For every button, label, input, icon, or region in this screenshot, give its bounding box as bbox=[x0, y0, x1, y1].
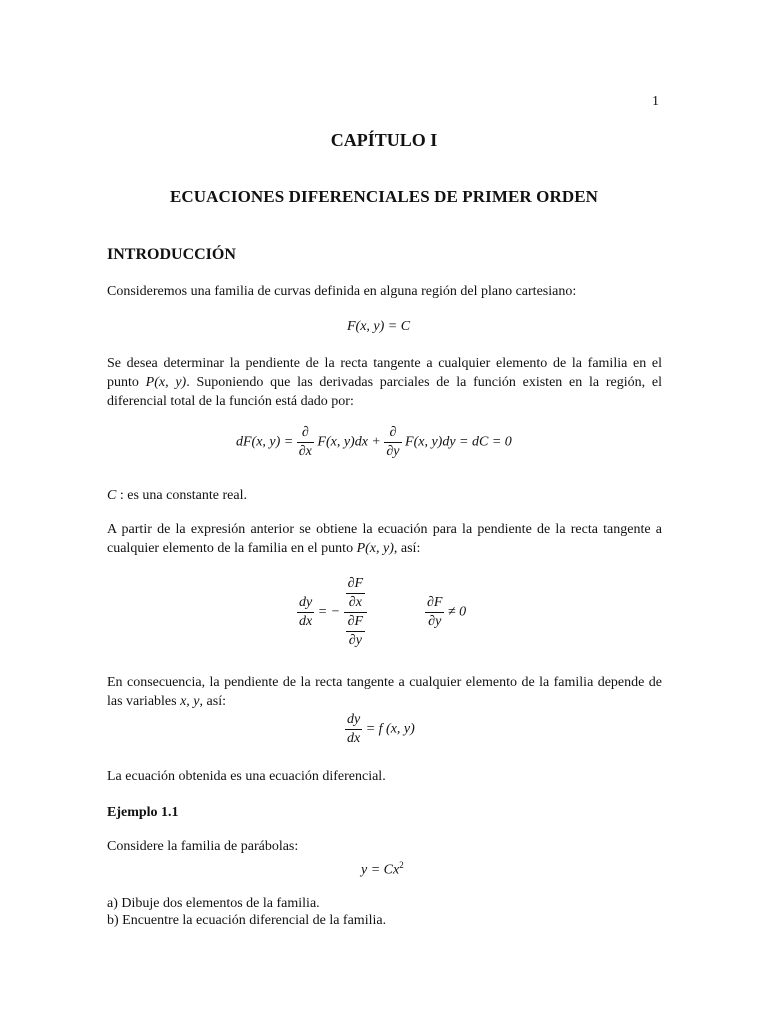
example-intro: Considere la familia de parábolas: bbox=[107, 839, 299, 854]
nonzero-condition bbox=[425, 594, 466, 631]
numerator-fraction bbox=[344, 575, 367, 613]
tangent-paragraph-line2-start: el punto bbox=[107, 356, 663, 390]
eq-total-lhs: dF(x, y) = bbox=[236, 434, 297, 450]
task-b: b) Encuentre la ecuación diferencial de la familia. bbox=[107, 913, 387, 928]
partial-y: ∂y bbox=[348, 633, 362, 648]
condition-fraction bbox=[425, 594, 444, 631]
eq-total-term2: F(x, y)dy = dC = 0 bbox=[405, 434, 512, 450]
slope-equation bbox=[297, 575, 367, 650]
family-equation: F(x, y) = C bbox=[347, 319, 411, 334]
denominator-fraction bbox=[344, 613, 367, 650]
dx: dx bbox=[347, 731, 361, 746]
point-symbol: P(x, y) bbox=[356, 541, 394, 556]
condition-relation: ≠ 0 bbox=[447, 604, 467, 620]
dy-dx-fraction bbox=[345, 711, 362, 748]
dy-dx-fraction bbox=[297, 594, 314, 631]
partial-y-fraction bbox=[384, 424, 401, 461]
tangent-paragraph bbox=[107, 354, 662, 411]
dx: dx bbox=[299, 614, 313, 629]
constant-symbol: C bbox=[107, 488, 117, 503]
partial-symbol: ∂ bbox=[384, 424, 401, 443]
condition-numerator: ∂F bbox=[425, 594, 444, 613]
consequence-paragraph bbox=[107, 673, 662, 711]
partial-F: ∂F bbox=[346, 575, 365, 594]
total-differential-equation bbox=[236, 424, 512, 461]
chapter-title: ECUACIONES DIFERENCIALES DE PRIMER ORDEN bbox=[169, 187, 599, 206]
constant-note-text: : es una constante real. bbox=[116, 488, 247, 503]
condition-denominator: ∂y bbox=[428, 614, 442, 629]
tangent-paragraph-line3: el diferencial total de la función está dado por: bbox=[107, 375, 663, 409]
dy: dy bbox=[297, 594, 314, 613]
point-symbol: P(x, y) bbox=[145, 375, 187, 390]
partial-y: ∂y bbox=[386, 444, 400, 459]
partial-x-fraction bbox=[297, 424, 314, 461]
equals-minus: = − bbox=[317, 604, 341, 620]
chapter-heading: CAPÍTULO I bbox=[330, 130, 438, 150]
partial-F-partial-x bbox=[346, 575, 365, 612]
f-equation bbox=[345, 711, 415, 748]
partial-F: ∂F bbox=[346, 613, 365, 632]
conclusion-paragraph: La ecuación obtenida es una ecuación diferencial. bbox=[107, 769, 386, 784]
page-number: 1 bbox=[652, 94, 659, 109]
partial-x: ∂x bbox=[348, 595, 362, 610]
dy: dy bbox=[345, 711, 362, 730]
compound-fraction bbox=[344, 575, 367, 650]
tangent-paragraph-line2-end: . Suponiendo que las derivadas parciales de la función existen en la región, bbox=[186, 375, 646, 390]
consequence-paragraph-line2-end: , así: bbox=[199, 694, 226, 709]
partial-x: ∂x bbox=[298, 444, 312, 459]
slope-paragraph-line1: A partir de la expresión anterior se obtiene la ecuación para la pendiente de la recta bbox=[107, 522, 598, 537]
consequence-paragraph-line1: En consecuencia, la pendiente de la recta tangente a cualquier elemento de la familia bbox=[107, 675, 594, 690]
slope-paragraph-line2-end: , así: bbox=[393, 541, 421, 556]
parabola-exponent: 2 bbox=[399, 860, 404, 870]
section-heading: INTRODUCCIÓN bbox=[107, 246, 236, 263]
partial-symbol: ∂ bbox=[297, 424, 314, 443]
partial-F-partial-y bbox=[346, 613, 365, 650]
variables-symbol: x, y bbox=[180, 694, 200, 709]
tangent-paragraph-line1: Se desea determinar la pendiente de la recta tangente a cualquier elemento de la familia en bbox=[107, 356, 647, 371]
slope-paragraph-line2-start: tangente a cualquier elemento de la familia en el punto bbox=[107, 522, 663, 556]
slope-paragraph bbox=[107, 520, 662, 558]
f-equation-rhs: = f (x, y) bbox=[365, 721, 415, 737]
parabola-lhs: y = Cx bbox=[361, 862, 400, 878]
intro-paragraph: Consideremos una familia de curvas definida en alguna región del plano cartesiano: bbox=[107, 284, 577, 299]
example-title: Ejemplo 1.1 bbox=[107, 805, 179, 820]
eq-total-term1: F(x, y)dx + bbox=[317, 434, 385, 450]
parabola-equation bbox=[361, 856, 404, 880]
constant-note bbox=[107, 486, 662, 505]
task-a: a) Dibuje dos elementos de la familia. bbox=[107, 896, 320, 911]
consequence-paragraph-line2-start: depende de las variables bbox=[107, 675, 663, 709]
